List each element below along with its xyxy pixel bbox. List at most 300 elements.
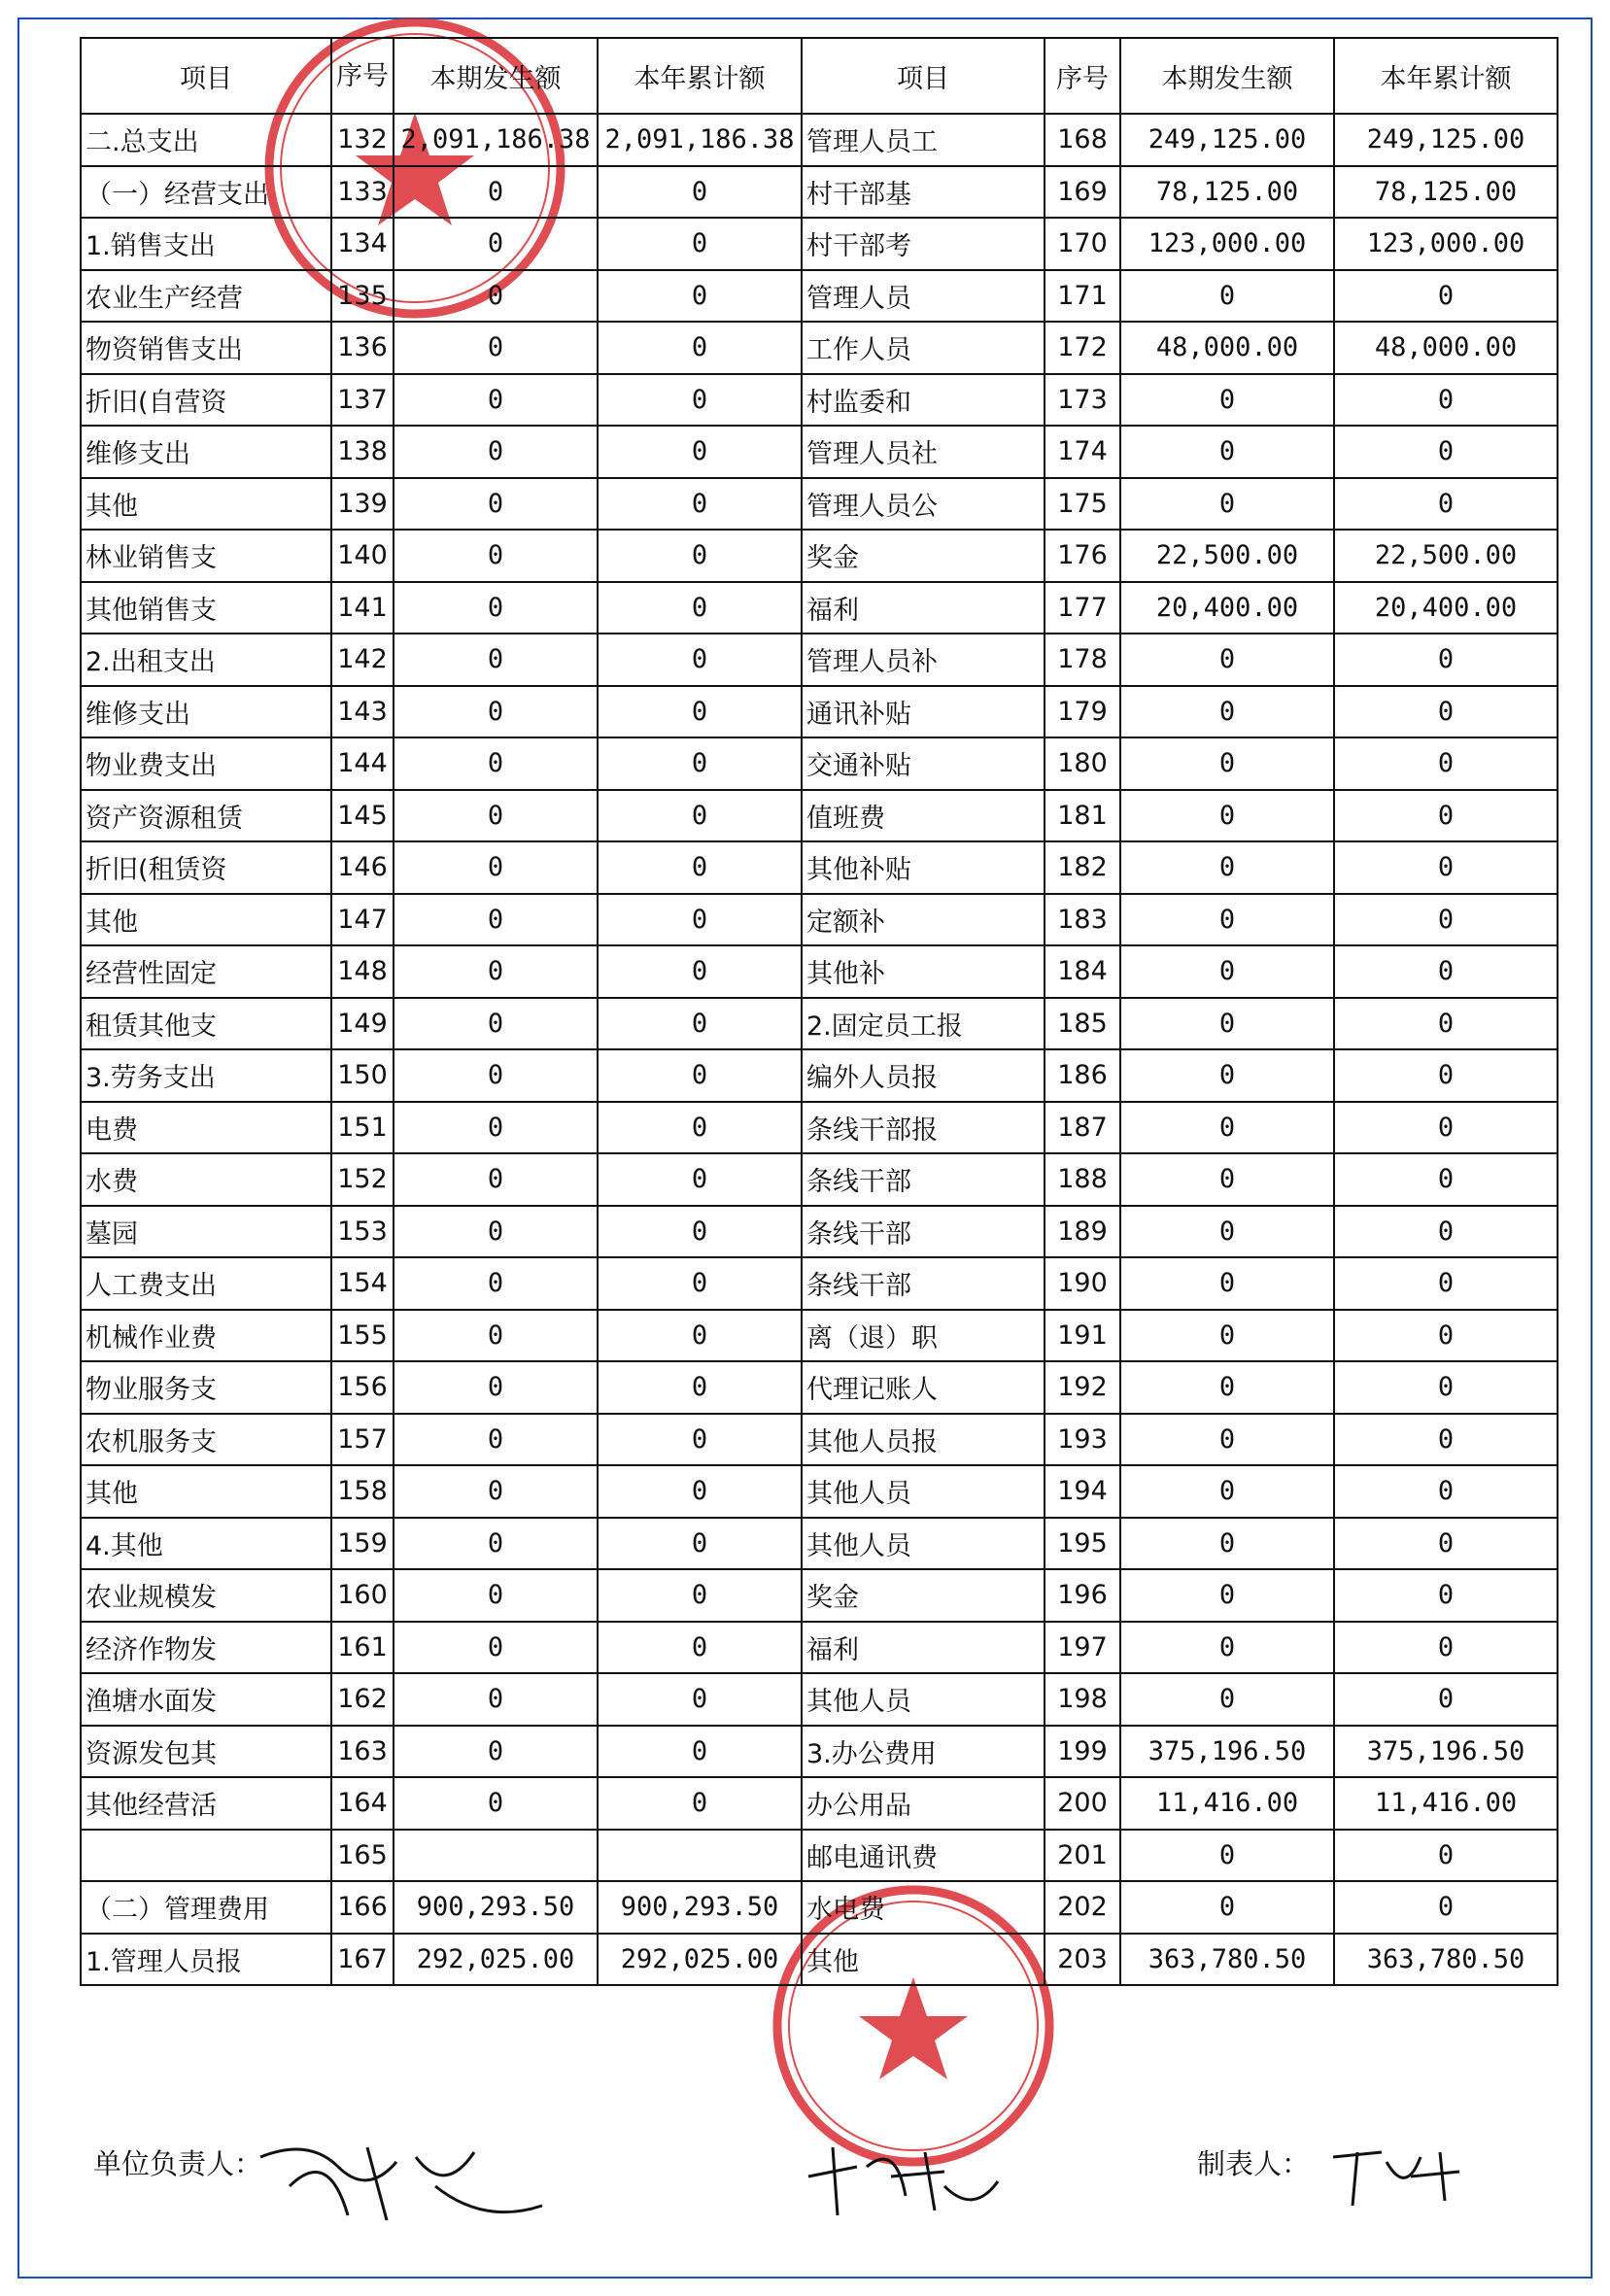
right-item-cell: 管理人员社 [802, 426, 1045, 478]
left-seq-cell: 167 [331, 1934, 394, 1986]
left-ytd-cell: 0 [598, 322, 802, 374]
left-ytd-cell: 0 [598, 737, 802, 790]
right-seq-cell: 184 [1045, 945, 1120, 998]
left-seq-cell: 160 [331, 1569, 394, 1622]
table-row [81, 998, 1558, 1050]
right-item-cell: 村监委和 [802, 374, 1045, 427]
right-seq-cell: 168 [1045, 114, 1120, 166]
right-ytd-cell: 0 [1334, 737, 1558, 790]
left-ytd-cell: 0 [598, 1622, 802, 1674]
right-item-cell: 条线干部报 [802, 1102, 1045, 1154]
left-ytd-cell: 0 [598, 1102, 802, 1154]
right-item-cell: 其他人员报 [802, 1414, 1045, 1466]
right-seq-cell: 190 [1045, 1257, 1120, 1310]
left-seq-cell: 133 [331, 166, 394, 219]
table-row [81, 1414, 1558, 1466]
left-current-cell: 0 [394, 634, 598, 686]
right-item-cell: 通讯补贴 [802, 686, 1045, 738]
left-item-cell: 农业规模发 [81, 1569, 331, 1622]
left-current-cell: 0 [394, 1153, 598, 1206]
left-item-cell: 资源发包其 [81, 1726, 331, 1778]
table-row [81, 1726, 1558, 1778]
left-ytd-cell: 0 [598, 1257, 802, 1310]
left-item-cell: 经济作物发 [81, 1622, 331, 1674]
right-ytd-cell: 0 [1334, 1518, 1558, 1570]
left-item-cell: 墓园 [81, 1206, 331, 1258]
left-current-cell: 0 [394, 374, 598, 427]
left-seq-cell: 132 [331, 114, 394, 166]
preparer-label: 制表人： [1197, 2147, 1311, 2180]
left-current-cell: 0 [394, 1257, 598, 1310]
left-ytd-cell: 0 [598, 1726, 802, 1778]
left-ytd-cell: 0 [598, 1673, 802, 1726]
right-current-cell: 0 [1120, 1518, 1334, 1570]
right-ytd-cell: 0 [1334, 790, 1558, 842]
right-current-cell: 0 [1120, 894, 1334, 946]
right-item-cell: 代理记账人 [802, 1361, 1045, 1414]
left-current-cell: 0 [394, 1726, 598, 1778]
left-item-cell: 物业服务支 [81, 1361, 331, 1414]
left-current-cell: 0 [394, 737, 598, 790]
left-item-cell: 折旧(自营资 [81, 374, 331, 427]
left-item-cell: 农机服务支 [81, 1414, 331, 1466]
left-ytd-cell: 2,091,186.38 [598, 114, 802, 166]
right-item-cell: 离（退）职 [802, 1310, 1045, 1362]
table-row [81, 374, 1558, 427]
right-item-cell: 3.办公费用 [802, 1726, 1045, 1778]
table-header-row [81, 38, 1558, 114]
table-row [81, 634, 1558, 686]
right-ytd-cell: 0 [1334, 1465, 1558, 1518]
right-current-cell: 0 [1120, 478, 1334, 531]
left-seq-cell: 151 [331, 1102, 394, 1154]
left-ytd-cell: 0 [598, 1777, 802, 1830]
right-item-cell: 管理人员补 [802, 634, 1045, 686]
right-item-cell: 福利 [802, 582, 1045, 634]
right-item-cell: 编外人员报 [802, 1049, 1045, 1102]
right-seq-cell: 173 [1045, 374, 1120, 427]
left-seq-cell: 166 [331, 1881, 394, 1934]
right-seq-cell: 176 [1045, 530, 1120, 582]
left-current-cell: 0 [394, 841, 598, 894]
right-item-cell: 条线干部 [802, 1257, 1045, 1310]
left-ytd-cell: 0 [598, 686, 802, 738]
right-ytd-cell: 0 [1334, 1361, 1558, 1414]
table-row [81, 1830, 1558, 1882]
right-seq-cell: 175 [1045, 478, 1120, 531]
left-item-cell: 资产资源租赁 [81, 790, 331, 842]
right-seq-cell: 172 [1045, 322, 1120, 374]
right-item-cell: 福利 [802, 1622, 1045, 1674]
left-item-cell: 二.总支出 [81, 114, 331, 166]
table-row [81, 530, 1558, 582]
left-item-cell: 其他 [81, 1465, 331, 1518]
right-ytd-cell: 123,000.00 [1334, 218, 1558, 270]
right-current-cell: 0 [1120, 634, 1334, 686]
accountant-signature [799, 2138, 1003, 2225]
right-current-cell: 0 [1120, 1361, 1334, 1414]
right-seq-cell: 191 [1045, 1310, 1120, 1362]
right-ytd-cell: 0 [1334, 1622, 1558, 1674]
right-current-cell: 123,000.00 [1120, 218, 1334, 270]
right-seq-cell: 192 [1045, 1361, 1120, 1414]
right-current-cell: 0 [1120, 1622, 1334, 1674]
right-current-cell: 0 [1120, 686, 1334, 738]
right-ytd-cell: 0 [1334, 1153, 1558, 1206]
right-item-cell: 条线干部 [802, 1206, 1045, 1258]
left-current-cell: 0 [394, 426, 598, 478]
left-item-cell: （一）经营支出 [81, 166, 331, 219]
table-row [81, 166, 1558, 219]
right-ytd-cell: 0 [1334, 998, 1558, 1050]
right-seq-cell: 169 [1045, 166, 1120, 219]
right-ytd-cell: 0 [1334, 374, 1558, 427]
right-ytd-cell: 22,500.00 [1334, 530, 1558, 582]
right-current-cell: 375,196.50 [1120, 1726, 1334, 1778]
right-ytd-cell: 0 [1334, 270, 1558, 323]
left-ytd-cell: 0 [598, 1361, 802, 1414]
left-ytd-cell: 0 [598, 1569, 802, 1622]
right-ytd-cell: 78,125.00 [1334, 166, 1558, 219]
right-current-cell: 48,000.00 [1120, 322, 1334, 374]
header-ytd-right: 本年累计额 [1334, 38, 1558, 114]
left-seq-cell: 143 [331, 686, 394, 738]
table-row [81, 790, 1558, 842]
table-row [81, 841, 1558, 894]
table-row [81, 686, 1558, 738]
right-ytd-cell: 0 [1334, 1830, 1558, 1882]
right-item-cell: 其他补贴 [802, 841, 1045, 894]
right-seq-cell: 170 [1045, 218, 1120, 270]
left-seq-cell: 142 [331, 634, 394, 686]
right-ytd-cell: 0 [1334, 1049, 1558, 1102]
right-item-cell: 交通补贴 [802, 737, 1045, 790]
left-current-cell: 0 [394, 582, 598, 634]
left-seq-cell: 164 [331, 1777, 394, 1830]
table-row [81, 1206, 1558, 1258]
right-item-cell: 办公用品 [802, 1777, 1045, 1830]
right-current-cell: 0 [1120, 1310, 1334, 1362]
right-seq-cell: 183 [1045, 894, 1120, 946]
right-seq-cell: 177 [1045, 582, 1120, 634]
header-seq-left: 序号 [331, 38, 394, 114]
left-current-cell: 0 [394, 1102, 598, 1154]
header-item-right: 项目 [802, 38, 1045, 114]
left-current-cell: 2,091,186.38 [394, 114, 598, 166]
table-row [81, 1257, 1558, 1310]
right-seq-cell: 187 [1045, 1102, 1120, 1154]
right-ytd-cell: 0 [1334, 1414, 1558, 1466]
right-item-cell: 村干部考 [802, 218, 1045, 270]
right-seq-cell: 189 [1045, 1206, 1120, 1258]
right-seq-cell: 174 [1045, 426, 1120, 478]
left-current-cell: 0 [394, 998, 598, 1050]
left-current-cell: 0 [394, 1310, 598, 1362]
right-current-cell: 0 [1120, 1881, 1334, 1934]
right-item-cell: 村干部基 [802, 166, 1045, 219]
left-seq-cell: 152 [331, 1153, 394, 1206]
right-seq-cell: 201 [1045, 1830, 1120, 1882]
table-row [81, 322, 1558, 374]
right-ytd-cell: 20,400.00 [1334, 582, 1558, 634]
left-ytd-cell: 0 [598, 270, 802, 323]
left-seq-cell: 158 [331, 1465, 394, 1518]
right-ytd-cell: 0 [1334, 1569, 1558, 1622]
right-item-cell: 工作人员 [802, 322, 1045, 374]
left-item-cell: 渔塘水面发 [81, 1673, 331, 1726]
right-ytd-cell: 0 [1334, 1257, 1558, 1310]
right-item-cell: 奖金 [802, 1569, 1045, 1622]
left-seq-cell: 147 [331, 894, 394, 946]
table-row [81, 582, 1558, 634]
left-current-cell: 0 [394, 166, 598, 219]
right-seq-cell: 179 [1045, 686, 1120, 738]
left-item-cell: 其他销售支 [81, 582, 331, 634]
right-current-cell: 0 [1120, 1569, 1334, 1622]
left-item-cell: 其他 [81, 478, 331, 531]
left-ytd-cell: 0 [598, 1414, 802, 1466]
left-ytd-cell: 0 [598, 478, 802, 531]
right-ytd-cell: 0 [1334, 1881, 1558, 1934]
right-item-cell: 其他补 [802, 945, 1045, 998]
right-seq-cell: 188 [1045, 1153, 1120, 1206]
expense-report-table [80, 37, 1559, 1986]
right-seq-cell: 200 [1045, 1777, 1120, 1830]
right-current-cell: 0 [1120, 1206, 1334, 1258]
left-current-cell: 0 [394, 1673, 598, 1726]
left-current-cell: 0 [394, 1622, 598, 1674]
table-row [81, 426, 1558, 478]
left-current-cell: 0 [394, 1049, 598, 1102]
left-item-cell: 林业销售支 [81, 530, 331, 582]
right-item-cell: 其他人员 [802, 1518, 1045, 1570]
left-item-cell: 电费 [81, 1102, 331, 1154]
right-item-cell: 管理人员公 [802, 478, 1045, 531]
left-seq-cell: 155 [331, 1310, 394, 1362]
right-current-cell: 0 [1120, 374, 1334, 427]
right-seq-cell: 197 [1045, 1622, 1120, 1674]
table-row [81, 1465, 1558, 1518]
left-ytd-cell: 0 [598, 1518, 802, 1570]
left-current-cell: 0 [394, 686, 598, 738]
left-item-cell: 农业生产经营 [81, 270, 331, 323]
left-current-cell: 0 [394, 1414, 598, 1466]
left-item-cell: 1.管理人员报 [81, 1934, 331, 1986]
left-item-cell: （二）管理费用 [81, 1881, 331, 1934]
left-seq-cell: 149 [331, 998, 394, 1050]
left-seq-cell: 156 [331, 1361, 394, 1414]
right-current-cell: 0 [1120, 1830, 1334, 1882]
left-item-cell: 4.其他 [81, 1518, 331, 1570]
left-ytd-cell: 0 [598, 582, 802, 634]
right-ytd-cell: 0 [1334, 478, 1558, 531]
right-current-cell: 0 [1120, 945, 1334, 998]
left-seq-cell: 137 [331, 374, 394, 427]
right-current-cell: 0 [1120, 1049, 1334, 1102]
right-ytd-cell: 0 [1334, 634, 1558, 686]
right-item-cell: 管理人员工 [802, 114, 1045, 166]
left-current-cell: 0 [394, 1777, 598, 1830]
right-seq-cell: 199 [1045, 1726, 1120, 1778]
left-seq-cell: 150 [331, 1049, 394, 1102]
header-current-right: 本期发生额 [1120, 38, 1334, 114]
unit-head-label: 单位负责人： [93, 2147, 263, 2180]
right-seq-cell: 185 [1045, 998, 1120, 1050]
left-current-cell: 0 [394, 270, 598, 323]
left-seq-cell: 134 [331, 218, 394, 270]
right-current-cell: 0 [1120, 998, 1334, 1050]
left-ytd-cell: 0 [598, 841, 802, 894]
right-ytd-cell: 0 [1334, 1102, 1558, 1154]
right-ytd-cell: 375,196.50 [1334, 1726, 1558, 1778]
left-seq-cell: 148 [331, 945, 394, 998]
left-item-cell: 折旧(租赁资 [81, 841, 331, 894]
left-item-cell: 维修支出 [81, 686, 331, 738]
right-item-cell: 水电费 [802, 1881, 1045, 1934]
right-current-cell: 20,400.00 [1120, 582, 1334, 634]
right-ytd-cell: 249,125.00 [1334, 114, 1558, 166]
right-seq-cell: 194 [1045, 1465, 1120, 1518]
left-ytd-cell: 0 [598, 1465, 802, 1518]
header-ytd-left: 本年累计额 [598, 38, 802, 114]
table-row [81, 1049, 1558, 1102]
left-current-cell: 0 [394, 322, 598, 374]
left-item-cell: 2.出租支出 [81, 634, 331, 686]
left-seq-cell: 138 [331, 426, 394, 478]
left-seq-cell: 141 [331, 582, 394, 634]
right-item-cell: 定额补 [802, 894, 1045, 946]
right-seq-cell: 203 [1045, 1934, 1120, 1986]
table-row [81, 894, 1558, 946]
table-row [81, 1934, 1558, 1986]
left-ytd-cell: 0 [598, 634, 802, 686]
left-ytd-cell: 900,293.50 [598, 1881, 802, 1934]
left-item-cell: 其他 [81, 894, 331, 946]
left-item-cell: 经营性固定 [81, 945, 331, 998]
right-seq-cell: 198 [1045, 1673, 1120, 1726]
right-current-cell: 0 [1120, 1414, 1334, 1466]
right-seq-cell: 196 [1045, 1569, 1120, 1622]
left-item-cell: 物资销售支出 [81, 322, 331, 374]
right-ytd-cell: 11,416.00 [1334, 1777, 1558, 1830]
left-seq-cell: 161 [331, 1622, 394, 1674]
left-seq-cell: 154 [331, 1257, 394, 1310]
right-ytd-cell: 0 [1334, 1673, 1558, 1726]
table-row [81, 1622, 1558, 1674]
left-current-cell: 292,025.00 [394, 1934, 598, 1986]
right-seq-cell: 193 [1045, 1414, 1120, 1466]
table-row [81, 270, 1558, 323]
left-ytd-cell: 0 [598, 1310, 802, 1362]
left-item-cell: 物业费支出 [81, 737, 331, 790]
left-ytd-cell: 0 [598, 166, 802, 219]
left-item-cell: 其他经营活 [81, 1777, 331, 1830]
left-seq-cell: 165 [331, 1830, 394, 1882]
right-seq-cell: 182 [1045, 841, 1120, 894]
left-current-cell: 0 [394, 1518, 598, 1570]
left-current-cell: 0 [394, 530, 598, 582]
left-ytd-cell: 0 [598, 426, 802, 478]
left-seq-cell: 136 [331, 322, 394, 374]
left-ytd-cell: 0 [598, 790, 802, 842]
right-item-cell: 邮电通讯费 [802, 1830, 1045, 1882]
right-ytd-cell: 0 [1334, 1206, 1558, 1258]
table-row [81, 1881, 1558, 1934]
right-current-cell: 249,125.00 [1120, 114, 1334, 166]
table-row [81, 1518, 1558, 1570]
left-item-cell: 1.销售支出 [81, 218, 331, 270]
right-seq-cell: 202 [1045, 1881, 1120, 1934]
table-row [81, 1310, 1558, 1362]
right-item-cell: 2.固定员工报 [802, 998, 1045, 1050]
left-current-cell: 0 [394, 894, 598, 946]
left-ytd-cell: 0 [598, 945, 802, 998]
right-current-cell: 0 [1120, 1257, 1334, 1310]
left-item-cell: 3.劳务支出 [81, 1049, 331, 1102]
left-ytd-cell: 0 [598, 894, 802, 946]
right-ytd-cell: 0 [1334, 894, 1558, 946]
header-seq-right: 序号 [1045, 38, 1120, 114]
right-item-cell: 条线干部 [802, 1153, 1045, 1206]
right-ytd-cell: 0 [1334, 841, 1558, 894]
right-current-cell: 0 [1120, 1673, 1334, 1726]
left-current-cell: 0 [394, 478, 598, 531]
table-row [81, 114, 1558, 166]
left-seq-cell: 145 [331, 790, 394, 842]
table-row [81, 1361, 1558, 1414]
left-seq-cell: 140 [331, 530, 394, 582]
left-item-cell: 机械作业费 [81, 1310, 331, 1362]
left-seq-cell: 139 [331, 478, 394, 531]
right-ytd-cell: 48,000.00 [1334, 322, 1558, 374]
right-current-cell: 78,125.00 [1120, 166, 1334, 219]
table-row [81, 1102, 1558, 1154]
table-row [81, 945, 1558, 998]
left-ytd-cell: 0 [598, 1153, 802, 1206]
table-row [81, 1673, 1558, 1726]
right-ytd-cell: 0 [1334, 426, 1558, 478]
right-seq-cell: 180 [1045, 737, 1120, 790]
right-current-cell: 0 [1120, 1153, 1334, 1206]
right-current-cell: 363,780.50 [1120, 1934, 1334, 1986]
left-ytd-cell: 0 [598, 1049, 802, 1102]
left-current-cell [394, 1830, 598, 1882]
left-item-cell: 人工费支出 [81, 1257, 331, 1310]
left-ytd-cell: 0 [598, 530, 802, 582]
left-current-cell: 0 [394, 945, 598, 998]
header-current-left: 本期发生额 [394, 38, 598, 114]
left-current-cell: 0 [394, 1465, 598, 1518]
table-row [81, 1569, 1558, 1622]
right-current-cell: 0 [1120, 841, 1334, 894]
left-ytd-cell: 0 [598, 374, 802, 427]
right-current-cell: 0 [1120, 270, 1334, 323]
table-row [81, 1153, 1558, 1206]
right-seq-cell: 178 [1045, 634, 1120, 686]
left-current-cell: 0 [394, 1361, 598, 1414]
left-ytd-cell: 292,025.00 [598, 1934, 802, 1986]
left-ytd-cell: 0 [598, 998, 802, 1050]
left-ytd-cell: 0 [598, 1206, 802, 1258]
left-current-cell: 900,293.50 [394, 1881, 598, 1934]
right-current-cell: 11,416.00 [1120, 1777, 1334, 1830]
left-seq-cell: 163 [331, 1726, 394, 1778]
left-current-cell: 0 [394, 218, 598, 270]
preparer-signature [1323, 2138, 1469, 2215]
unit-head-signature [251, 2128, 552, 2235]
left-seq-cell: 146 [331, 841, 394, 894]
right-current-cell: 0 [1120, 737, 1334, 790]
